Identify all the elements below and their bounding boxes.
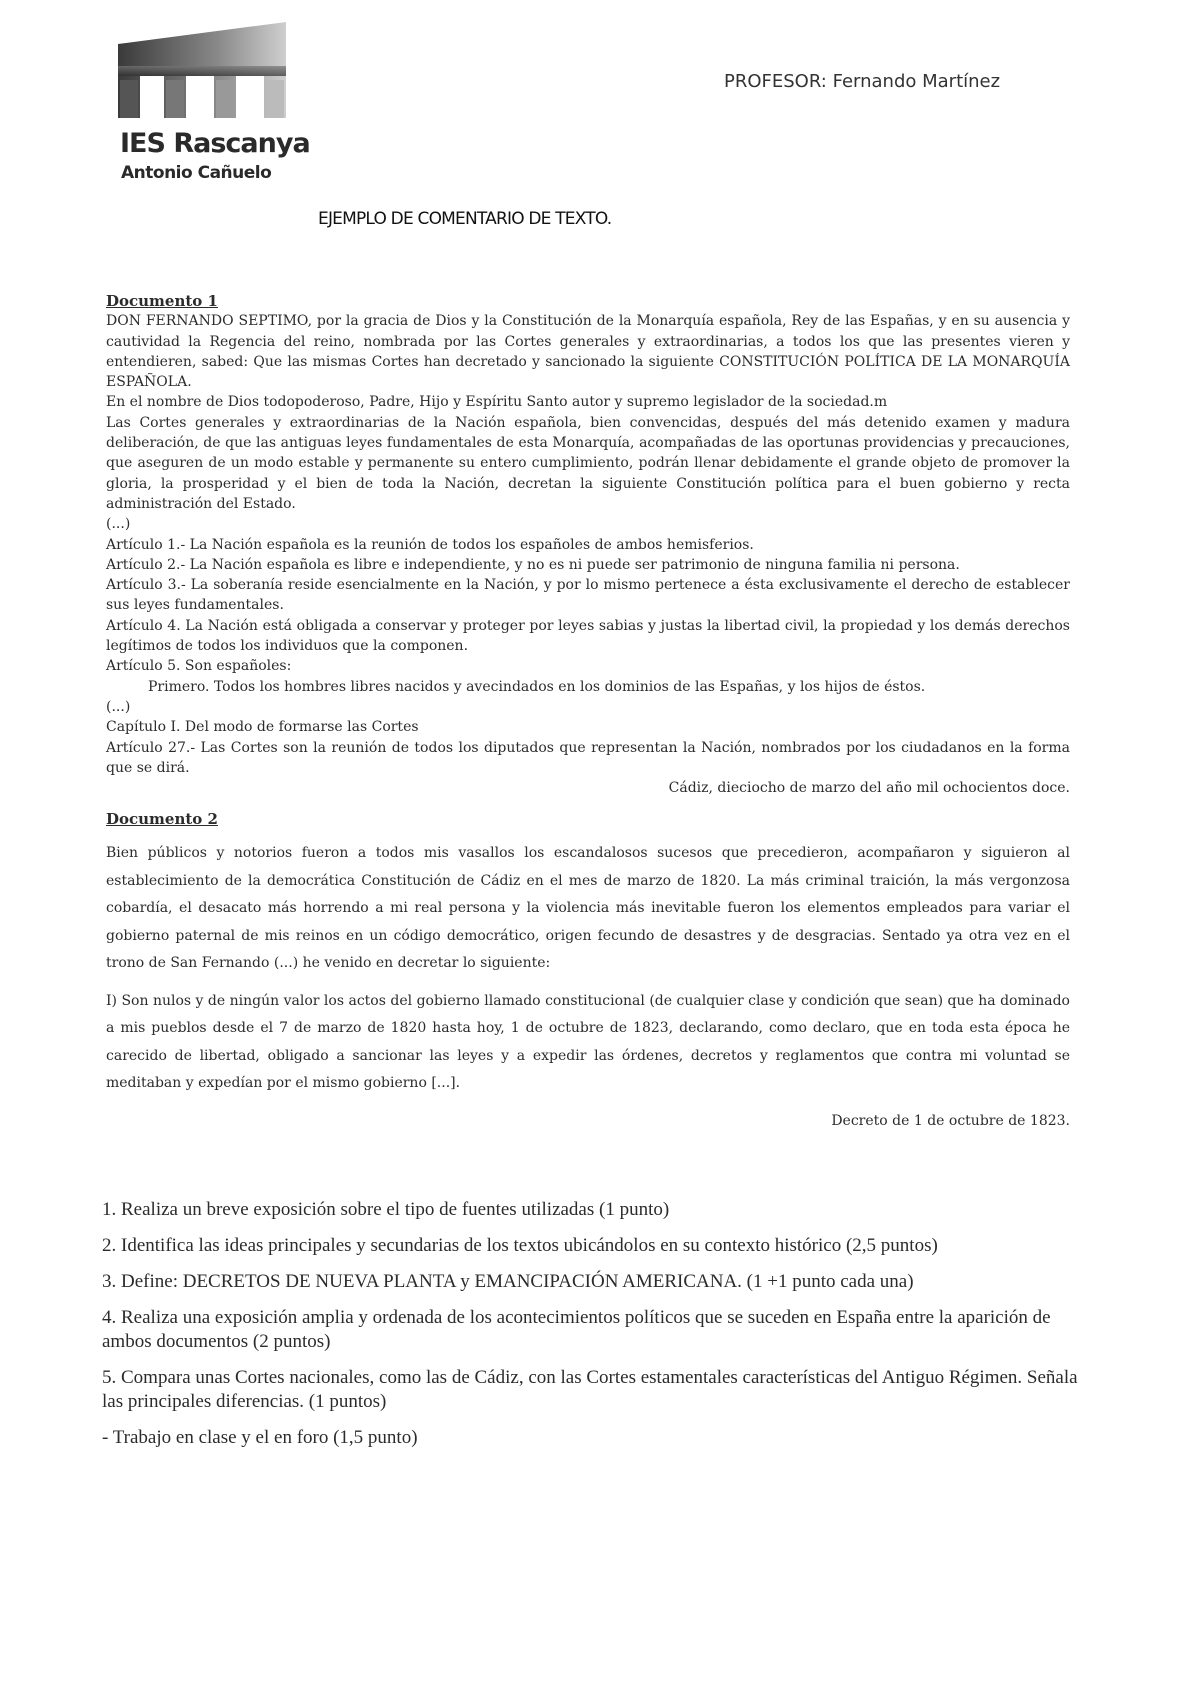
document-1-heading: Documento 1: [106, 292, 218, 310]
document-1-place-date: Cádiz, dieciocho de marzo del año mil ochocientos doce.: [668, 780, 1070, 797]
chapter-1: Capítulo I. Del modo de formarse las Cortes: [106, 719, 419, 736]
document-1-paragraph: Las Cortes generales y extraordinarias de la Nación española, bien convencidas, después del más detenido examen y madura deliberación, de que las antiguas leyes fundamentales de esta Monarquía, acompañadas de las oportunas providencias y precauciones, que aseguren de un modo estable y permanente su entero cumplimiento, podrán llenar debidamente el grande objeto de promover la gloria, la prosperidad y el bien de toda la Nación, decretan la siguiente Constitución política para el buen gobierno y recta administración del Estado.: [106, 414, 1070, 512]
page-title: EJEMPLO DE COMENTARIO DE TEXTO.: [318, 209, 612, 229]
question-4: 4. Realiza una exposición amplia y ordenada de los acontecimientos políticos que se suceden en España entre la aparición de ambos documentos (2 puntos): [102, 1307, 1051, 1352]
teacher-name: PROFESOR: Fernando Martínez: [724, 71, 1001, 92]
document-2-source: Decreto de 1 de octubre de 1823.: [831, 1112, 1070, 1129]
article-5: Artículo 5. Son españoles:: [106, 658, 292, 675]
document-1-ellipsis: (...): [106, 516, 131, 533]
article-27: Artículo 27.- Las Cortes son la reunión de todos los diputados que representan la Nación, nombrados por los ciudadanos en la forma que se dirá.: [106, 739, 1070, 776]
article-2: Artículo 2.- La Nación española es libre e independiente, y no es ni puede ser patrimonio de ninguna familia ni persona.: [106, 556, 960, 573]
school-name: IES Rascanya: [120, 128, 310, 159]
document-2-heading: Documento 2: [106, 810, 218, 828]
article-1: Artículo 1.- La Nación española es la reunión de todos los españoles de ambos hemisferios.: [106, 536, 754, 553]
school-subname: Antonio Cañuelo: [121, 163, 272, 183]
document-2-paragraph: I) Son nulos y de ningún valor los actos del gobierno llamado constitucional (de cualquier clase y condición que sean) que ha dominado a mis pueblos desde el 7 de marzo de 1820 hasta hoy, 1 de octubre de 1823, declarando, como declaro, que en toda esta época he carecido de libertad, obligado a sancionar las leyes y a expedir las órdenes, decretos y reglamentos que contra mi voluntad se meditaban y expedían por el mismo gobierno [...].: [106, 992, 1070, 1091]
article-3: Artículo 3.- La soberanía reside esencialmente en la Nación, y por lo mismo pertenece a ésta exclusivamente el derecho de establecer sus leyes fundamentales.: [106, 577, 1070, 614]
article-5-first: Primero. Todos los hombres libres nacidos y avecindados en los dominios de las Españas, y los hijos de éstos.: [148, 678, 926, 695]
question-3: 3. Define: DECRETOS DE NUEVA PLANTA y EMANCIPACIÓN AMERICANA. (1 +1 punto cada una): [102, 1271, 914, 1292]
question-2: 2. Identifica las ideas principales y secundarias de los textos ubicándolos en su contexto histórico (2,5 puntos): [102, 1235, 938, 1256]
question-5: 5. Compara unas Cortes nacionales, como las de Cádiz, con las Cortes estamentales características del Antiguo Régimen. Señala las principales diferencias. (1 puntos): [102, 1367, 1078, 1412]
question-1: 1. Realiza un breve exposición sobre el tipo de fuentes utilizadas (1 punto): [102, 1199, 670, 1220]
document-1-paragraph: DON FERNANDO SEPTIMO, por la gracia de Dios y la Constitución de la Monarquía española, Rey de las Españas, y en su ausencia y cautividad la Regencia del reino, nombrada por las Cortes generales y extraordinarias, a todos los que las presentes vieren y entendieren, sabed: Que las mismas Cortes han decretado y sancionado la siguiente CONSTITUCIÓN POLÍTICA DE LA MONARQUÍA ESPAÑOLA.: [106, 313, 1070, 391]
article-4: Artículo 4. La Nación está obligada a conservar y proteger por leyes sabias y justas la libertad civil, la propiedad y los demás derechos legítimos de todos los individuos que la componen.: [106, 617, 1070, 655]
document-2-paragraph: Bien públicos y notorios fueron a todos mis vasallos los escandalosos sucesos que precedieron, acompañaron y siguieron al establecimiento de la democrática Constitución de Cádiz en el mes de marzo de 1820. La más criminal traición, la más vergonzosa cobardía, el desacato más horrendo a mi real persona y la violencia más inevitable fueron los elementos empleados para variar el gobierno paternal de mis reinos en un código democrático, origen fecundo de desastres y de desgracias. Sentado ya otra vez en el trono de San Fernando (...) he venido en decretar lo siguiente:: [106, 845, 1070, 971]
document-1-paragraph: En el nombre de Dios todopoderoso, Padre, Hijo y Espíritu Santo autor y supremo legislador de la sociedad.m: [106, 394, 888, 411]
school-logo: [118, 22, 298, 122]
document-1: [106, 291, 1070, 798]
questions-list: [102, 1198, 1102, 1462]
document-1-ellipsis: (...): [106, 698, 131, 715]
document-2: [106, 840, 1070, 1145]
question-6: - Trabajo en clase y el en foro (1,5 punto): [102, 1427, 418, 1448]
